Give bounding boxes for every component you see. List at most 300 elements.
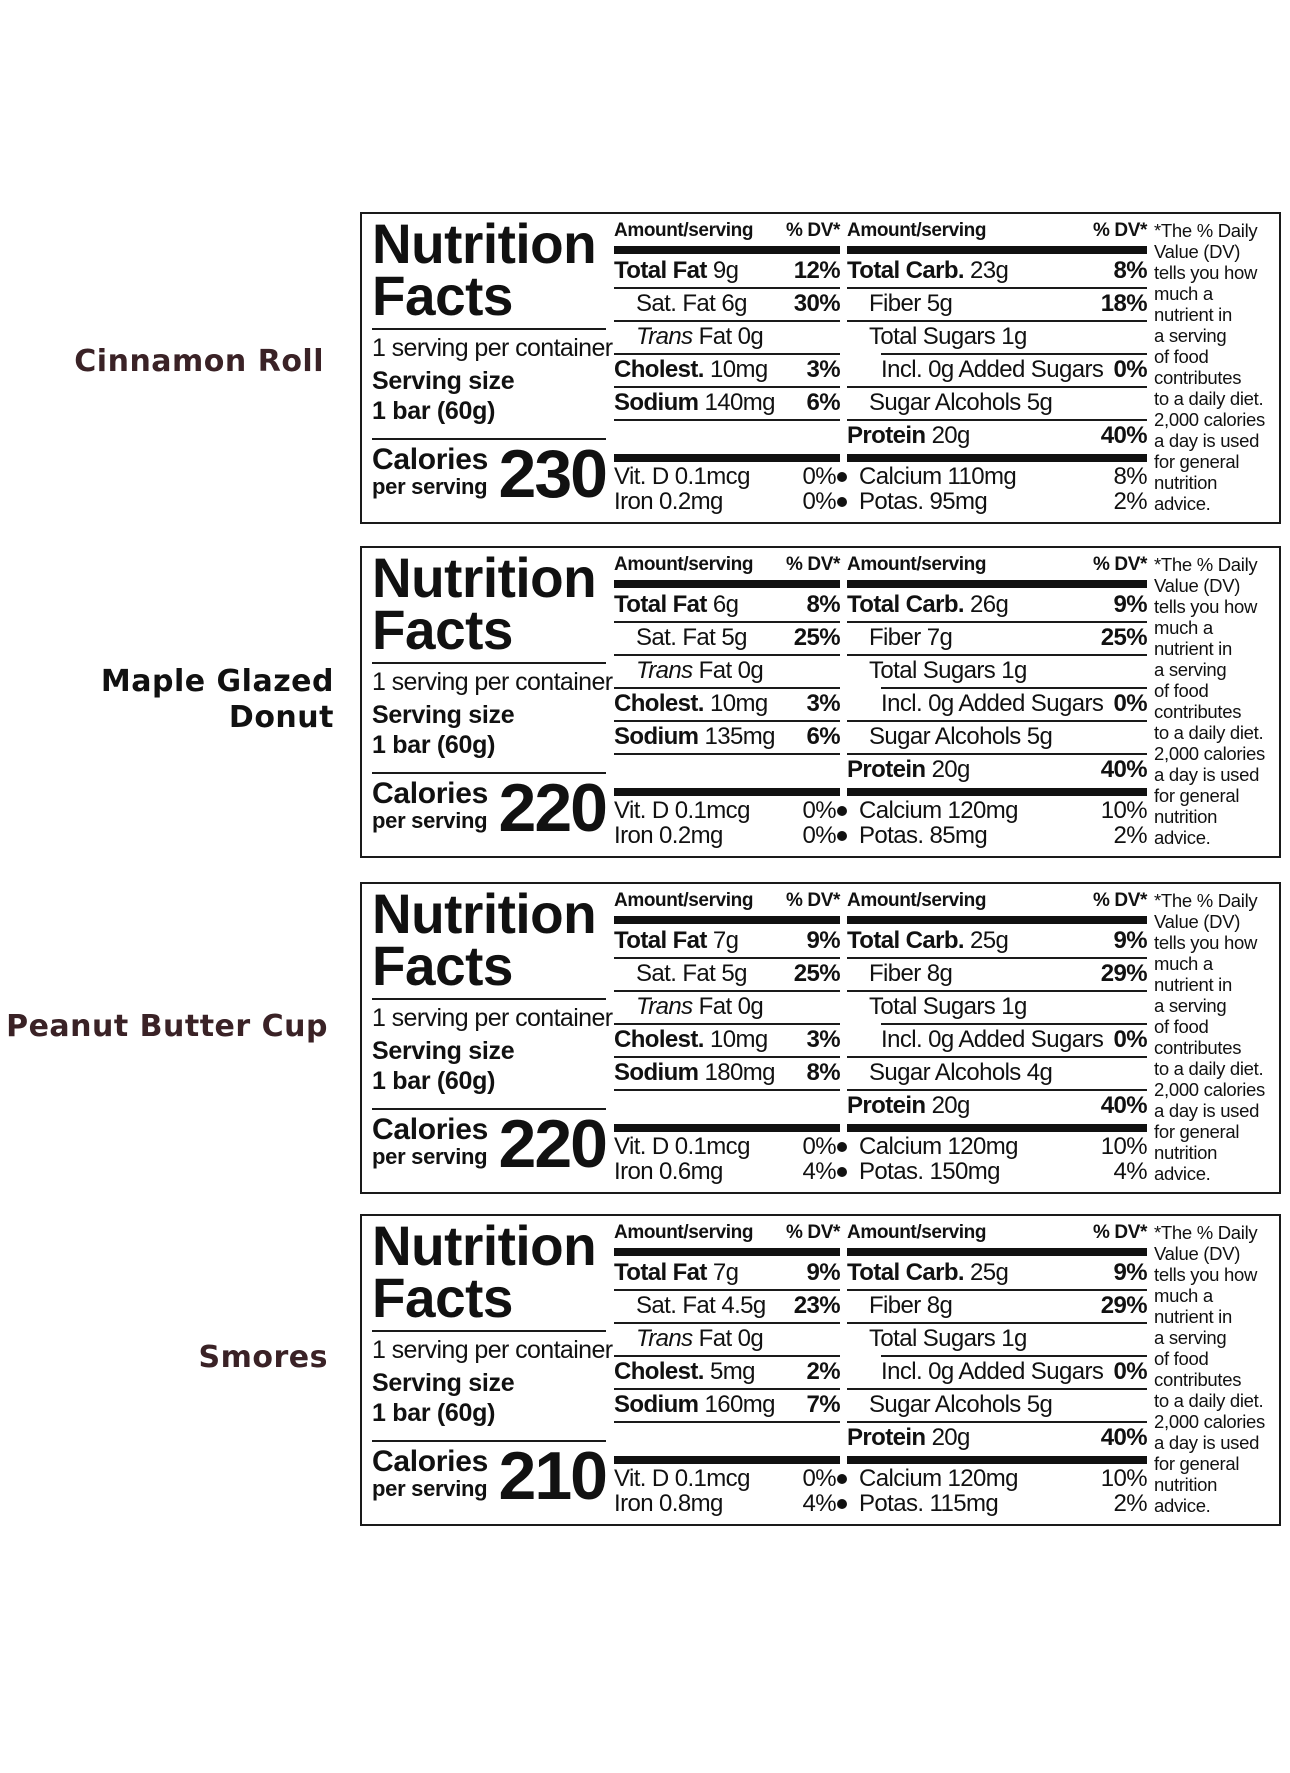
row-trans-fat: [614, 1322, 840, 1355]
row-sat-fat: [614, 957, 840, 990]
calcium-dv: 8%: [1113, 463, 1147, 490]
row-potassium: [847, 1491, 1147, 1516]
potassium-dv: 4%: [1113, 1158, 1147, 1185]
iron-dv: 0%: [802, 822, 836, 849]
thick-rule: [614, 246, 840, 254]
total-carb-amount: 25g: [970, 927, 1009, 954]
footnote-line: nutrition: [1154, 1474, 1218, 1495]
footnote-line: tells you how: [1154, 262, 1258, 283]
total-fat-amount: 9g: [712, 257, 739, 284]
heading-line-1: Nutrition: [372, 882, 597, 945]
added-sugars-label: Incl. 0g Added Sugars: [881, 690, 1104, 717]
nutrient-table-fats: [614, 214, 840, 522]
servings-per-container: 1 serving per container: [372, 668, 613, 696]
heading-line-2: Facts: [372, 598, 513, 661]
footnote-line: much a: [1154, 1285, 1213, 1306]
added-sugars-dv: 0%: [1113, 356, 1147, 383]
sat-fat-amount: 5g: [721, 960, 747, 987]
row-cholesterol: [614, 353, 840, 386]
footnote-line: contributes: [1154, 701, 1242, 722]
calcium-label: Calcium 120mg: [859, 1133, 1018, 1160]
header-dv: % DV*: [786, 554, 840, 575]
row-potassium: [847, 823, 1147, 848]
row-divider: [614, 419, 840, 421]
total-carb-amount: 26g: [970, 591, 1009, 618]
heading-line-1: Nutrition: [372, 546, 597, 609]
table-header: [847, 890, 1147, 912]
bullet-icon: [837, 497, 847, 507]
table-header: [847, 554, 1147, 576]
calories-label: Calories: [372, 1445, 488, 1478]
calcium-dv: 10%: [1100, 1133, 1147, 1160]
servings-per-container: 1 serving per container: [372, 334, 613, 362]
table-header: [847, 1222, 1147, 1244]
serving-size-value: 1 bar (60g): [372, 397, 496, 425]
row-sodium: [614, 1388, 840, 1421]
row-vitamin-d: [614, 798, 840, 823]
fiber-dv: 18%: [1100, 290, 1147, 317]
added-sugars-dv: 0%: [1113, 690, 1147, 717]
cholest-amount: 10mg: [709, 1026, 768, 1053]
vit-d-label: Vit. D 0.1mcg: [614, 463, 750, 490]
added-sugars-label: Incl. 0g Added Sugars: [881, 1358, 1104, 1385]
fiber-label: Fiber: [869, 624, 921, 651]
footnote-line: a serving: [1154, 325, 1227, 346]
potassium-label: Potas. 95mg: [859, 488, 988, 515]
nutrition-facts-heading: [372, 1214, 597, 1329]
product-name-line: Peanut Butter Cup: [6, 1009, 328, 1044]
footnote-line: *The % Daily: [1154, 1222, 1258, 1243]
calories-label: Calories: [372, 443, 488, 476]
total-sugars-label: Total Sugars: [869, 1325, 996, 1352]
row-protein: [847, 1089, 1147, 1122]
footnote-line: advice.: [1154, 1495, 1211, 1516]
row-added-sugars: [847, 353, 1147, 386]
footnote-line: of food: [1154, 1348, 1209, 1369]
footnote-line: *The % Daily: [1154, 554, 1258, 575]
calcium-label: Calcium 110mg: [859, 463, 1017, 490]
cholest-dv: 2%: [806, 1358, 840, 1385]
nutrient-table-carbs: [847, 214, 1147, 522]
calcium-label: Calcium 120mg: [859, 1465, 1018, 1492]
header-amount: Amount/serving: [847, 220, 987, 241]
thick-rule: [847, 788, 1147, 796]
total-fat-amount: 7g: [712, 927, 739, 954]
footnote-line: a day is used: [1154, 764, 1260, 785]
row-calcium: [847, 1134, 1147, 1159]
trans-fat-label: Fat: [698, 323, 732, 350]
sat-fat-label: Sat. Fat: [636, 290, 716, 317]
daily-value-footnote: [1154, 554, 1280, 848]
trans-fat-amount: 0g: [737, 657, 764, 684]
fiber-label: Fiber: [869, 290, 921, 317]
footnote-line: a day is used: [1154, 430, 1260, 451]
serving-size-label: Serving size: [372, 1369, 515, 1397]
row-calcium: [847, 464, 1147, 489]
total-sugars-amount: 1g: [1001, 657, 1027, 684]
total-carb-dv: 9%: [1113, 927, 1147, 954]
thick-rule: [847, 916, 1147, 924]
total-fat-label: Total Fat: [614, 927, 707, 954]
divider: [372, 998, 606, 1000]
sugar-alcohols-label: Sugar Alcohols: [869, 389, 1021, 416]
row-sugar-alcohols: [847, 720, 1147, 753]
thick-rule: [614, 1124, 840, 1132]
panel-summary-column: [372, 882, 613, 1192]
panel-summary-column: [372, 546, 613, 856]
total-carb-label: Total Carb.: [847, 1259, 964, 1286]
trans-fat-label: Fat: [698, 1325, 732, 1352]
table-header: [614, 220, 840, 242]
vit-d-label: Vit. D 0.1mcg: [614, 1465, 750, 1492]
fiber-dv: 29%: [1100, 1292, 1147, 1319]
protein-label: Protein: [847, 756, 926, 783]
bullet-icon: [837, 831, 847, 841]
row-added-sugars: [847, 687, 1147, 720]
fiber-amount: 5g: [926, 290, 953, 317]
vit-d-dv: 0%: [802, 1133, 836, 1160]
sat-fat-dv: 23%: [793, 1292, 840, 1319]
potassium-label: Potas. 115mg: [859, 1490, 999, 1517]
total-carb-dv: 9%: [1113, 591, 1147, 618]
footnote-line: tells you how: [1154, 1264, 1258, 1285]
row-calcium: [847, 798, 1147, 823]
row-cholesterol: [614, 1355, 840, 1388]
row-sodium: [614, 1056, 840, 1089]
header-dv: % DV*: [1093, 890, 1147, 911]
cholest-label: Cholest.: [614, 356, 704, 383]
row-sat-fat: [614, 287, 840, 320]
bullet-icon: [837, 1474, 847, 1484]
footnote-line: 2,000 calories: [1154, 1079, 1265, 1100]
potassium-dv: 2%: [1113, 822, 1147, 849]
calories-label: Calories: [372, 777, 488, 810]
header-amount: Amount/serving: [614, 890, 754, 911]
protein-dv: 40%: [1100, 1092, 1147, 1119]
row-total-carb: [847, 924, 1147, 957]
heading-line-1: Nutrition: [372, 1214, 597, 1277]
vit-d-label: Vit. D 0.1mcg: [614, 1133, 750, 1160]
total-sugars-amount: 1g: [1001, 1325, 1027, 1352]
row-fiber: [847, 957, 1147, 990]
footnote-line: 2,000 calories: [1154, 743, 1265, 764]
nutrition-facts-panel-3: [360, 1214, 1281, 1526]
row-total-sugars: [847, 1322, 1147, 1355]
calories-sub-label: per serving: [372, 474, 488, 499]
footnote-line: to a daily diet.: [1154, 388, 1264, 409]
calories-sub-label: per serving: [372, 1144, 488, 1169]
nutrient-table-fats: [614, 548, 840, 856]
row-vitamin-d: [614, 1134, 840, 1159]
total-sugars-label: Total Sugars: [869, 323, 996, 350]
sodium-amount: 135mg: [704, 723, 775, 750]
fiber-dv: 29%: [1100, 960, 1147, 987]
header-dv: % DV*: [1093, 220, 1147, 241]
calcium-label: Calcium 120mg: [859, 797, 1018, 824]
row-potassium: [847, 489, 1147, 514]
protein-label: Protein: [847, 1424, 926, 1451]
sat-fat-amount: 6g: [721, 290, 747, 317]
protein-amount: 20g: [931, 1424, 970, 1451]
bullet-icon: [837, 1167, 847, 1177]
row-fiber: [847, 621, 1147, 654]
iron-dv: 4%: [802, 1490, 836, 1517]
cholest-dv: 3%: [806, 690, 840, 717]
row-cholesterol: [614, 687, 840, 720]
panel-summary-column: [372, 1214, 613, 1524]
serving-size-value: 1 bar (60g): [372, 1067, 496, 1095]
total-carb-label: Total Carb.: [847, 591, 964, 618]
thick-rule: [614, 454, 840, 462]
panel-summary-column: [372, 212, 613, 522]
nutrition-facts-panel-0: [360, 212, 1281, 524]
row-potassium: [847, 1159, 1147, 1184]
calories-sub-label: per serving: [372, 808, 488, 833]
sat-fat-label: Sat. Fat: [636, 960, 716, 987]
fiber-label: Fiber: [869, 1292, 921, 1319]
trans-fat-label-italic: Trans: [636, 323, 693, 350]
total-fat-dv: 8%: [806, 591, 840, 618]
serving-size-label: Serving size: [372, 701, 515, 729]
sugar-alcohols-amount: 5g: [1026, 1391, 1053, 1418]
row-sugar-alcohols: [847, 1388, 1147, 1421]
footnote-line: nutrient in: [1154, 974, 1232, 995]
sodium-label: Sodium: [614, 723, 699, 750]
header-dv: % DV*: [1093, 1222, 1147, 1243]
cholest-dv: 3%: [806, 356, 840, 383]
row-sodium: [614, 720, 840, 753]
thick-rule: [847, 1124, 1147, 1132]
thick-rule: [614, 1248, 840, 1256]
total-carb-amount: 25g: [970, 1259, 1009, 1286]
protein-dv: 40%: [1100, 422, 1147, 449]
total-sugars-amount: 1g: [1001, 323, 1027, 350]
sodium-label: Sodium: [614, 1059, 699, 1086]
total-carb-label: Total Carb.: [847, 927, 964, 954]
sat-fat-dv: 25%: [793, 960, 840, 987]
iron-dv: 4%: [802, 1158, 836, 1185]
row-fiber: [847, 1289, 1147, 1322]
total-fat-label: Total Fat: [614, 257, 707, 284]
trans-fat-label-italic: Trans: [636, 993, 693, 1020]
calories-sub-label: per serving: [372, 1476, 488, 1501]
footnote-line: much a: [1154, 283, 1213, 304]
nutrient-table-fats: [614, 1216, 840, 1524]
added-sugars-label: Incl. 0g Added Sugars: [881, 356, 1104, 383]
nutrition-facts-panel-2: [360, 882, 1281, 1194]
product-name-line: Maple Glazed: [100, 664, 334, 699]
total-fat-amount: 6g: [712, 591, 739, 618]
row-protein: [847, 1421, 1147, 1454]
sugar-alcohols-amount: 5g: [1026, 723, 1053, 750]
iron-dv: 0%: [802, 488, 836, 515]
row-iron: [614, 489, 840, 514]
product-name: [101, 664, 334, 736]
potassium-dv: 2%: [1113, 488, 1147, 515]
sat-fat-dv: 30%: [793, 290, 840, 317]
product-name-line: Cinnamon Roll: [74, 344, 324, 379]
sodium-amount: 160mg: [704, 1391, 775, 1418]
added-sugars-label: Incl. 0g Added Sugars: [881, 1026, 1104, 1053]
serving-size-label: Serving size: [372, 367, 515, 395]
footnote-line: *The % Daily: [1154, 220, 1258, 241]
footnote-line: for general: [1154, 451, 1240, 472]
footnote-line: contributes: [1154, 1037, 1242, 1058]
protein-amount: 20g: [931, 1092, 970, 1119]
nutrient-table-fats: [614, 884, 840, 1192]
added-sugars-dv: 0%: [1113, 1026, 1147, 1053]
footnote-line: advice.: [1154, 827, 1211, 848]
nutrition-facts-panel-1: [360, 546, 1281, 858]
protein-dv: 40%: [1100, 756, 1147, 783]
row-trans-fat: [614, 320, 840, 353]
iron-label: Iron 0.6mg: [614, 1158, 723, 1185]
calories-value: 230: [498, 436, 606, 512]
thick-rule: [614, 580, 840, 588]
row-sat-fat: [614, 1289, 840, 1322]
footnote-line: Value (DV): [1154, 575, 1241, 596]
sat-fat-dv: 25%: [793, 624, 840, 651]
row-total-fat: [614, 254, 840, 287]
footnote-line: a serving: [1154, 1327, 1227, 1348]
footnote-line: tells you how: [1154, 932, 1258, 953]
footnote-line: Value (DV): [1154, 1243, 1241, 1264]
product-name: [74, 344, 324, 380]
header-amount: Amount/serving: [614, 220, 754, 241]
product-name: [199, 1340, 328, 1376]
total-fat-dv: 9%: [806, 1259, 840, 1286]
row-total-sugars: [847, 990, 1147, 1023]
table-header: [614, 1222, 840, 1244]
sugar-alcohols-label: Sugar Alcohols: [869, 1059, 1021, 1086]
footnote-line: for general: [1154, 1453, 1240, 1474]
nutrient-table-carbs: [847, 548, 1147, 856]
thick-rule: [847, 246, 1147, 254]
thick-rule: [614, 916, 840, 924]
row-iron: [614, 1491, 840, 1516]
nutrition-facts-heading: [372, 882, 597, 997]
row-total-carb: [847, 1256, 1147, 1289]
trans-fat-label: Fat: [698, 993, 732, 1020]
iron-label: Iron 0.8mg: [614, 1490, 723, 1517]
protein-amount: 20g: [931, 422, 970, 449]
total-carb-dv: 8%: [1113, 257, 1147, 284]
row-total-sugars: [847, 320, 1147, 353]
fiber-amount: 8g: [926, 1292, 953, 1319]
row-sugar-alcohols: [847, 386, 1147, 419]
header-amount: Amount/serving: [847, 890, 987, 911]
trans-fat-amount: 0g: [737, 1325, 764, 1352]
sugar-alcohols-amount: 5g: [1026, 389, 1053, 416]
protein-label: Protein: [847, 422, 926, 449]
header-amount: Amount/serving: [847, 554, 987, 575]
sugar-alcohols-label: Sugar Alcohols: [869, 1391, 1021, 1418]
serving-size-value: 1 bar (60g): [372, 1399, 496, 1427]
table-header: [614, 890, 840, 912]
thick-rule: [847, 1456, 1147, 1464]
product-name: [6, 1009, 328, 1045]
row-fiber: [847, 287, 1147, 320]
footnote-line: nutrient in: [1154, 304, 1232, 325]
sat-fat-amount: 4.5g: [721, 1292, 766, 1319]
vit-d-dv: 0%: [802, 463, 836, 490]
heading-line-2: Facts: [372, 934, 513, 997]
footnote-line: 2,000 calories: [1154, 409, 1265, 430]
sat-fat-label: Sat. Fat: [636, 624, 716, 651]
vit-d-dv: 0%: [802, 1465, 836, 1492]
protein-label: Protein: [847, 1092, 926, 1119]
serving-size: [372, 1036, 514, 1096]
heading-line-2: Facts: [372, 264, 513, 327]
total-fat-amount: 7g: [712, 1259, 739, 1286]
trans-fat-label-italic: Trans: [636, 1325, 693, 1352]
divider: [372, 1330, 606, 1332]
protein-amount: 20g: [931, 756, 970, 783]
footnote-line: advice.: [1154, 493, 1211, 514]
footnote-line: tells you how: [1154, 596, 1258, 617]
row-total-fat: [614, 1256, 840, 1289]
thick-rule: [847, 1248, 1147, 1256]
row-total-fat: [614, 924, 840, 957]
total-carb-amount: 23g: [970, 257, 1009, 284]
sodium-dv: 7%: [806, 1391, 840, 1418]
row-sugar-alcohols: [847, 1056, 1147, 1089]
product-name-line: Donut: [228, 700, 334, 735]
nutrient-table-carbs: [847, 884, 1147, 1192]
bullet-icon: [837, 472, 847, 482]
sodium-dv: 8%: [806, 1059, 840, 1086]
table-header: [614, 554, 840, 576]
trans-fat-label: Fat: [698, 657, 732, 684]
serving-size: [372, 1368, 514, 1428]
row-protein: [847, 419, 1147, 452]
cholest-label: Cholest.: [614, 1026, 704, 1053]
footnote-line: *The % Daily: [1154, 890, 1258, 911]
cholest-label: Cholest.: [614, 1358, 704, 1385]
row-added-sugars: [847, 1355, 1147, 1388]
header-amount: Amount/serving: [847, 1222, 987, 1243]
footnote-line: of food: [1154, 346, 1209, 367]
row-divider: [614, 1089, 840, 1091]
fiber-amount: 7g: [926, 624, 953, 651]
footnote-line: a serving: [1154, 995, 1227, 1016]
bullet-icon: [837, 1142, 847, 1152]
header-dv: % DV*: [786, 1222, 840, 1243]
row-protein: [847, 753, 1147, 786]
total-fat-label: Total Fat: [614, 591, 707, 618]
footnote-line: a day is used: [1154, 1100, 1260, 1121]
cholest-amount: 10mg: [709, 356, 768, 383]
trans-fat-amount: 0g: [737, 993, 764, 1020]
calories-label: Calories: [372, 1113, 488, 1146]
servings-per-container: 1 serving per container: [372, 1336, 613, 1364]
serving-size: [372, 366, 514, 426]
bullet-icon: [837, 806, 847, 816]
row-iron: [614, 1159, 840, 1184]
thick-rule: [847, 580, 1147, 588]
footnote-line: of food: [1154, 680, 1209, 701]
fiber-label: Fiber: [869, 960, 921, 987]
row-sodium: [614, 386, 840, 419]
footnote-line: advice.: [1154, 1163, 1211, 1184]
row-iron: [614, 823, 840, 848]
footnote-line: to a daily diet.: [1154, 722, 1264, 743]
table-header: [847, 220, 1147, 242]
cholest-label: Cholest.: [614, 690, 704, 717]
footnote-line: Value (DV): [1154, 241, 1241, 262]
footnote-line: contributes: [1154, 1369, 1242, 1390]
thick-rule: [614, 1456, 840, 1464]
